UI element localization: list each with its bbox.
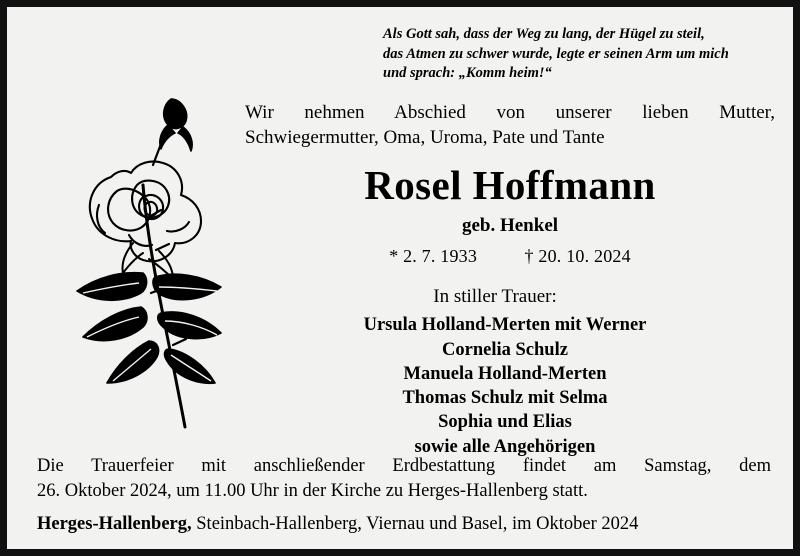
ceremony-details (37, 454, 771, 505)
list-item: Thomas Schulz mit Selma (402, 388, 608, 409)
footer-block (37, 454, 771, 535)
list-item: Cornelia Schulz (442, 339, 568, 360)
life-dates (245, 246, 775, 267)
mourners-label: In stiller Trauer: (433, 286, 557, 308)
ceremony-line-2: 26. Oktober 2024, um 11.00 Uhr in der Kirche zu Herges-Hallenberg statt. (37, 481, 588, 502)
death-date: † 20. 10. 2024 (524, 246, 631, 267)
mourners-list (245, 313, 775, 458)
verse-block (245, 25, 775, 84)
rose-branch-illustration (25, 45, 255, 435)
list-item: Manuela Holland-Merten (403, 363, 607, 384)
list-item: Sophia und Elias (438, 412, 572, 433)
intro-line-2: Schwiegermutter, Oma, Uroma, Pate und Tante (245, 127, 605, 149)
other-places: Steinbach-Hallenberg, Viernau und Basel, im Oktober 2024 (191, 514, 639, 534)
list-item: Ursula Holland-Merten mit Werner (363, 315, 647, 336)
intro-line-1: Wir nehmen Abschied von unserer lieben Mutter, (245, 102, 775, 124)
verse-line-3: und sprach: „Komm heim!“ (383, 65, 552, 82)
intro-block (245, 100, 775, 150)
maiden-name: geb. Henkel (461, 215, 559, 237)
ceremony-line-1: Die Trauerfeier mit anschließender Erdbestattung findet am Samstag, dem (37, 455, 771, 476)
verse-line-2: das Atmen zu schwer wurde, legte er seinen Arm um mich (383, 45, 729, 62)
places-line (37, 514, 771, 535)
primary-place: Herges-Hallenberg, (37, 514, 192, 534)
obituary-text-column (245, 21, 775, 459)
obituary-inner (7, 7, 793, 549)
birth-date: * 2. 7. 1933 (389, 246, 478, 267)
list-item: sowie alle Angehörigen (414, 436, 596, 457)
verse-line-1: Als Gott sah, dass der Weg zu lang, der Hügel zu steil, (383, 26, 705, 42)
deceased-name: Rosel Hoffmann (364, 162, 656, 209)
